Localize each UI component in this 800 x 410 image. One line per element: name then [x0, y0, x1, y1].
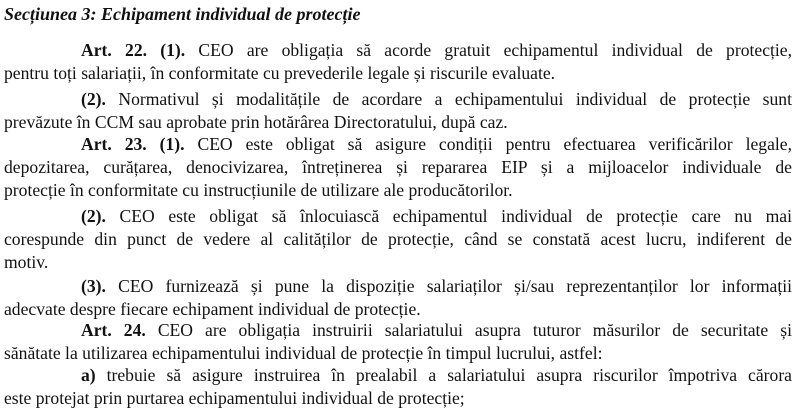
article-label: Art. 24. [81, 320, 146, 340]
paragraph-line [4, 88, 792, 111]
paragraph-text: motiv. [4, 252, 49, 272]
paragraph-text: pentru toți salariații, în conformitate cu prevederile legale și riscurile evaluate. [4, 63, 556, 83]
paragraph-text: protecție în conformitate cu instrucțiunile de utilizare ale producătorilor. [4, 180, 513, 200]
paragraph-line [4, 179, 792, 202]
paragraph-art24 [4, 319, 792, 365]
paragraph-text: trebuie să asigure instruirea în prealabil a salariatului asupra riscurilor împotriva cărora [95, 365, 792, 385]
paragraph-art22-1 [4, 39, 792, 85]
paragraph-line [4, 298, 792, 321]
paragraph-text: CEO are obligația să acorde gratuit echipamentul individual de protecție, [185, 40, 792, 60]
paragraph-line [4, 39, 792, 62]
paragraph-text: adecvate despre fiecare echipament individual de protecție. [4, 299, 421, 319]
article-label: (3). [81, 276, 106, 296]
paragraph-art23-1 [4, 133, 792, 202]
paragraph-line [4, 228, 792, 251]
paragraph-line [4, 275, 792, 298]
paragraph-text: este protejat prin purtarea echipamentului individual de protecție; [4, 388, 465, 408]
paragraph-text: depozitarea, curățarea, denocivizarea, întreținerea și repararea EIP și a mijloacelor individuale de [4, 157, 792, 177]
paragraph-text: CEO este obligat să asigure condiții pentru efectuarea verificărilor legale, [184, 134, 792, 154]
list-item-label: a) [81, 365, 96, 385]
paragraph-art22-2 [4, 88, 792, 134]
paragraph-text: prevăzute în CCM sau aprobate prin hotărârea Directoratului, după caz. [4, 112, 508, 132]
paragraph-line [4, 387, 792, 410]
paragraph-line [4, 205, 792, 228]
article-label: (2). [81, 89, 106, 109]
article-label: Art. 22. (1). [81, 40, 186, 60]
paragraph-line [4, 156, 792, 179]
paragraph-text: sănătate la utilizarea echipamentului individual de protecție în timpul lucrului, astfel: [4, 343, 603, 363]
paragraph-text: CEO are obligația instruirii salariatului asupra tuturor măsurilor de securitate și [145, 320, 792, 340]
paragraph-text: Normativul și modalitățile de acordare a echipamentului individual de protecție sunt [105, 89, 792, 109]
paragraph-line [4, 111, 792, 134]
paragraph-text: CEO furnizează și pune la dispoziție salariaților și/sau reprezentanților lor informații [105, 276, 792, 296]
article-label: (2). [81, 206, 106, 226]
paragraph-line [4, 364, 792, 387]
paragraph-line [4, 133, 792, 156]
article-label: Art. 23. (1). [81, 134, 185, 154]
paragraph-text: CEO este obligat să înlocuiască echipamentul individual de protecție care nu mai [105, 206, 792, 226]
paragraph-line [4, 342, 792, 365]
paragraph-line [4, 251, 792, 274]
paragraph-art23-3 [4, 275, 792, 321]
paragraph-line [4, 319, 792, 342]
section-title: Secțiunea 3: Echipament individual de protecție [4, 4, 361, 24]
paragraph-line [4, 62, 792, 85]
paragraph-text: corespunde din punct de vedere al calităților de protecție, când se constată acest lucru, indiferent de [4, 229, 792, 249]
paragraph-art24-a [4, 364, 792, 410]
paragraph-art23-2 [4, 205, 792, 274]
